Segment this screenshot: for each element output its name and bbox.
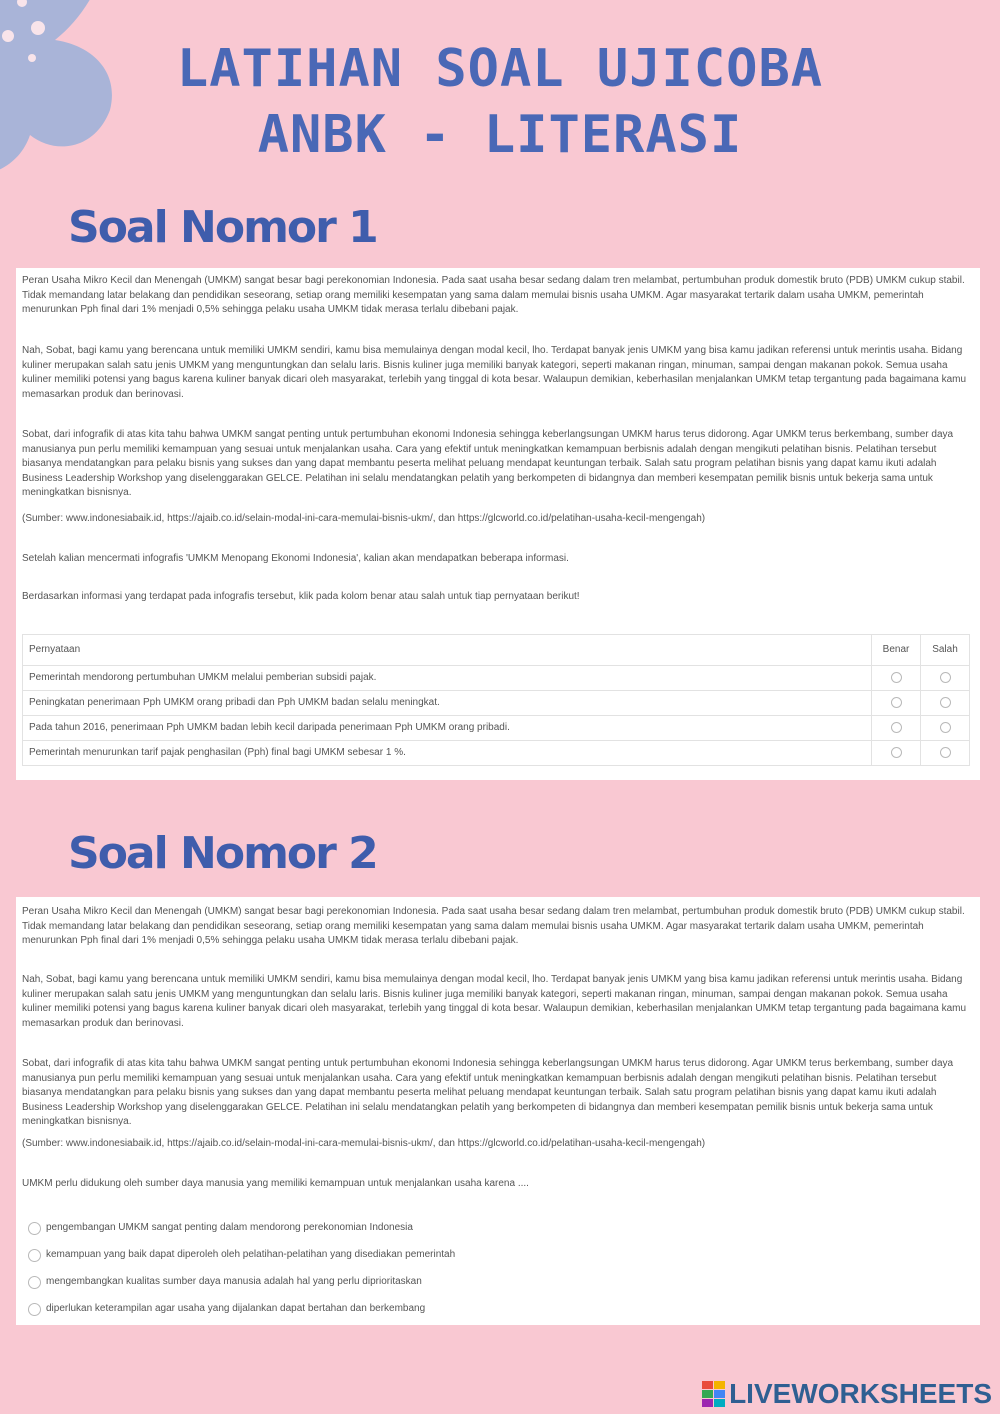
statement-table: [22, 634, 970, 766]
passage-paragraph-2: Nah, Sobat, bagi kamu yang berencana untuk memiliki UMKM sendiri, kamu bisa memulainya dengan modal kecil, lho. Terdapat banyak jenis UMKM yang bisa kamu jadikan referensi untuk merintis usaha. Bidang kuliner merupakan salah satu jenis UMKM yang menguntungkan dan selalu laris. Bisnis kuliner juga memiliki banyak kategori, seperti makanan ringan, minuman, sampai dengan makanan pokok. Semua usaha kuliner memiliki potensi yang bagus karena kuliner banyak dicari oleh masyarakat, terlebih yang tinggal di kota besar. Walaupun demikian, keberhasilan menjalankan UMKM tetap tergantung pada bagaimana kamu memasarkan produk dan berinovasi.: [22, 345, 967, 400]
option-label: kemampuan yang baik dapat diperoleh oleh pelatihan-pelatihan yang disediakan pemerintah: [46, 1249, 456, 1261]
question-1-card: [16, 268, 980, 780]
option-label: diperlukan keterampilan agar usaha yang dijalankan dapat bertahan dan berkembang: [46, 1303, 426, 1315]
false-radio[interactable]: [940, 672, 951, 683]
answer-option[interactable]: [28, 1269, 455, 1296]
true-radio[interactable]: [891, 672, 902, 683]
true-radio[interactable]: [891, 697, 902, 708]
answer-option[interactable]: [28, 1296, 455, 1323]
statement-text: Pada tahun 2016, penerimaan Pph UMKM badan lebih kecil daripada penerimaan Pph UMKM orang pribadi.: [23, 716, 872, 741]
statement-text: Pemerintah mendorong pertumbuhan UMKM melalui pemberian subsidi pajak.: [23, 666, 872, 691]
option-label: mengembangkan kualitas sumber daya manusia adalah hal yang perlu diprioritaskan: [46, 1276, 422, 1288]
question-2-card: [16, 897, 980, 1325]
passage-paragraph-3: Sobat, dari infografik di atas kita tahu bahwa UMKM sangat penting untuk pertumbuhan ekonomi Indonesia sehingga keberlangsungan UMKM harus terus didorong. Agar UMKM terus berkembang, sumber daya manusianya pun perlu memiliki kemampuan yang sesuai untuk menjalankan usaha. Cara yang efektif untuk meningkatkan kemampuan berbisnis adalah dengan mengikuti pelatihan bisnis. Pelatihan tersebut biasanya mendatangkan para pelaku bisnis yang sukses dan yang dapat membantu peserta melihat peluang mendapat keuntungan terbaik. Salah satu program pelatihan bisnis yang dapat kamu ikuti adalah Business Leadership Workshop yang diselenggarakan GELCE. Pelatihan ini selalu mendatangkan pelatih yang berkompeten di bidangnya dan memberi kesempatan pemilik bisnis untuk bekerja sama untuk meningkatkan bisnisnya.: [22, 429, 954, 499]
passage-paragraph-3: Sobat, dari infografik di atas kita tahu bahwa UMKM sangat penting untuk pertumbuhan ekonomi Indonesia sehingga keberlangsungan UMKM harus terus didorong. Agar UMKM terus berkembang, sumber daya manusianya pun perlu memiliki kemampuan yang sesuai untuk menjalankan usaha. Cara yang efektif untuk meningkatkan kemampuan berbisnis adalah dengan mengikuti pelatihan bisnis. Pelatihan tersebut biasanya mendatangkan para pelaku bisnis yang sukses dan yang dapat membantu peserta melihat peluang mendapat keuntungan terbaik. Salah satu program pelatihan bisnis yang dapat kamu ikuti adalah Business Leadership Workshop yang diselenggarakan GELCE. Pelatihan ini selalu mendatangkan pelatih yang berkompeten di bidangnya dan memberi kesempatan pemilik bisnis untuk bekerja sama untuk meningkatkan bisnisnya.: [22, 1058, 954, 1128]
answer-option[interactable]: [28, 1215, 455, 1242]
option-label: pengembangan UMKM sangat penting dalam mendorong perekonomian Indonesia: [46, 1222, 413, 1234]
question-2-text: UMKM perlu didukung oleh sumber daya manusia yang memiliki kemampuan untuk menjalankan usaha karena ....: [22, 1178, 529, 1189]
page-title: [0, 36, 1000, 168]
false-radio[interactable]: [940, 697, 951, 708]
answer-options: [28, 1215, 455, 1323]
column-header-statement: Pernyataan: [23, 635, 872, 666]
passage-paragraph-1: Peran Usaha Mikro Kecil dan Menengah (UMKM) sangat besar bagi perekonomian Indonesia. Pada saat usaha besar sedang dalam tren melambat, pertumbuhan produk domestik bruto (PDB) UMKM cukup stabil. Tidak memandang latar belakang dan pendidikan seseorang, setiap orang memiliki kesempatan yang sama dalam memulai bisnis usaha UMKM. Agar masyarakat tertarik dalam usaha UMKM, pemerintah menurunkan Pph final dari 1% menjadi 0,5% sehingga pelaku usaha UMKM tidak merasa terlalu dibebani pajak.: [22, 906, 965, 947]
passage-paragraph-1: Peran Usaha Mikro Kecil dan Menengah (UMKM) sangat besar bagi perekonomian Indonesia. Pada saat usaha besar sedang dalam tren melambat, pertumbuhan produk domestik bruto (PDB) UMKM cukup stabil. Tidak memandang latar belakang dan pendidikan seseorang, setiap orang memiliki kesempatan yang sama dalam memulai bisnis usaha UMKM. Agar masyarakat tertarik dalam usaha UMKM, pemerintah menurunkan Pph final dari 1% menjadi 0,5% sehingga pelaku usaha UMKM tidak merasa terlalu dibebani pajak.: [22, 275, 965, 316]
passage-paragraph-2: Nah, Sobat, bagi kamu yang berencana untuk memiliki UMKM sendiri, kamu bisa memulainya dengan modal kecil, lho. Terdapat banyak jenis UMKM yang bisa kamu jadikan referensi untuk merintis usaha. Bidang kuliner merupakan salah satu jenis UMKM yang menguntungkan dan selalu laris. Bisnis kuliner juga memiliki banyak kategori, seperti makanan ringan, minuman, sampai dengan makanan pokok. Semua usaha kuliner memiliki potensi yang bagus karena kuliner banyak dicari oleh masyarakat, terlebih yang tinggal di kota besar. Walaupun demikian, keberhasilan menjalankan UMKM tetap tergantung pada bagaimana kamu memasarkan produk dan berinovasi.: [22, 974, 967, 1029]
question-2-heading: Soal Nomor 2: [68, 828, 377, 879]
table-row: [23, 716, 970, 741]
question-1-instruction: Berdasarkan informasi yang terdapat pada infografis tersebut, klik pada kolom benar atau salah untuk tiap pernyataan berikut!: [22, 591, 580, 602]
table-header-row: [23, 635, 970, 666]
question-1-heading: Soal Nomor 1: [68, 202, 377, 253]
column-header-true: Benar: [872, 635, 921, 666]
false-radio[interactable]: [940, 747, 951, 758]
true-radio[interactable]: [891, 747, 902, 758]
false-radio[interactable]: [940, 722, 951, 733]
option-radio[interactable]: [28, 1276, 41, 1289]
true-radio[interactable]: [891, 722, 902, 733]
table-row: [23, 666, 970, 691]
option-radio[interactable]: [28, 1222, 41, 1235]
statement-text: Pemerintah menurunkan tarif pajak penghasilan (Pph) final bagi UMKM sebesar 1 %.: [23, 741, 872, 766]
table-row: [23, 741, 970, 766]
column-header-false: Salah: [921, 635, 970, 666]
statement-text: Peningkatan penerimaan Pph UMKM orang pribadi dan Pph UMKM badan selalu meningkat.: [23, 691, 872, 716]
liveworksheets-icon: [702, 1381, 725, 1407]
answer-option[interactable]: [28, 1242, 455, 1269]
title-line-2: ANBK - LITERASI: [257, 105, 743, 165]
liveworksheets-logo[interactable]: [702, 1378, 992, 1410]
table-row: [23, 691, 970, 716]
option-radio[interactable]: [28, 1249, 41, 1262]
option-radio[interactable]: [28, 1303, 41, 1316]
passage-source: (Sumber: www.indonesiabaik.id, https://ajaib.co.id/selain-modal-ini-cara-memulai-bisnis-ukm/, dan https://glcworld.co.id/pelatihan-usaha-kecil-mengengah): [22, 1138, 706, 1149]
passage-source: (Sumber: www.indonesiabaik.id, https://ajaib.co.id/selain-modal-ini-cara-memulai-bisnis-ukm/, dan https://glcworld.co.id/pelatihan-usaha-kecil-mengengah): [22, 513, 706, 524]
brand-name: LIVEWORKSHEETS: [729, 1378, 992, 1409]
question-1-intro: Setelah kalian mencermati infografis 'UMKM Menopang Ekonomi Indonesia', kalian akan mendapatkan beberapa informasi.: [22, 553, 569, 564]
title-line-1: LATIHAN SOAL UJICOBA: [176, 39, 824, 99]
